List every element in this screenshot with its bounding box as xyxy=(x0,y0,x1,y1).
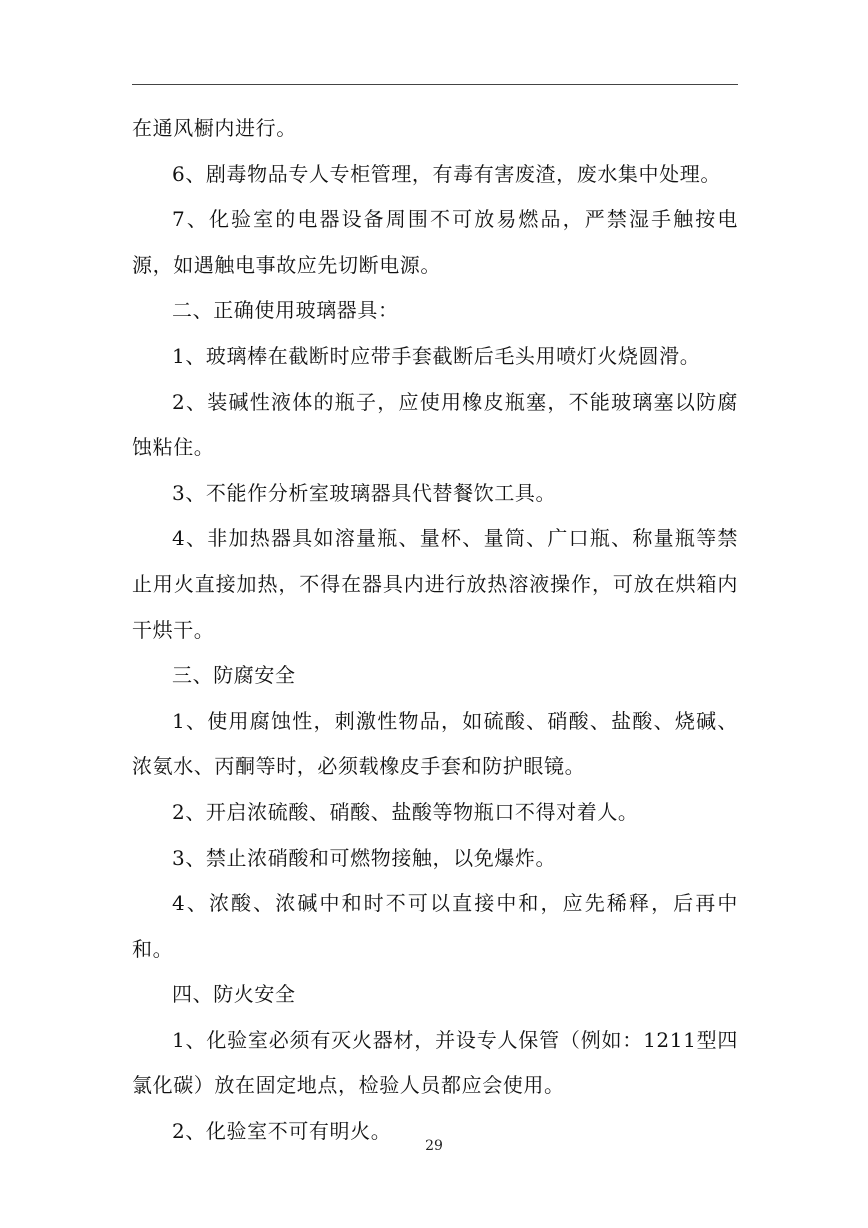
paragraph: 3、禁止浓硝酸和可燃物接触，以免爆炸。 xyxy=(172,845,557,870)
section-heading: 四、防火安全 xyxy=(172,982,296,1007)
document-body xyxy=(132,106,738,1155)
page-number: 29 xyxy=(425,1138,443,1154)
paragraph: 2、化验室不可有明火。 xyxy=(172,1119,392,1144)
paragraph: 4、浓酸、浓碱中和时不可以直接中和，应先稀释，后再中和。 xyxy=(132,891,738,961)
paragraph: 2、装碱性液体的瓶子，应使用橡皮瓶塞，不能玻璃塞以防腐蚀粘住。 xyxy=(132,389,738,460)
paragraph: 1、玻璃棒在截断时应带手套截断后毛头用喷灯火烧圆滑。 xyxy=(172,343,701,368)
paragraph: 7、化验室的电器设备周围不可放易燃品，严禁湿手触按电源，如遇触电事故应先切断电源。 xyxy=(132,207,738,277)
paragraph: 1、使用腐蚀性，刺激性物品，如硫酸、硝酸、盐酸、烧碱、浓氨水、丙酮等时，必须载橡皮手套和防护眼镜。 xyxy=(132,708,738,779)
paragraph: 4、非加热器具如溶量瓶、量杯、量筒、广口瓶、称量瓶等禁止用火直接加热，不得在器具内进行放热溶液操作，可放在烘箱内干烘干。 xyxy=(132,526,738,642)
paragraph: 3、不能作分析室玻璃器具代替餐饮工具。 xyxy=(172,480,557,505)
section-heading: 二、正确使用玻璃器具： xyxy=(172,298,399,323)
paragraph: 6、剧毒物品专人专柜管理，有毒有害废渣，废水集中处理。 xyxy=(172,161,721,186)
section-heading: 三、防腐安全 xyxy=(172,663,296,688)
paragraph: 2、开启浓硫酸、硝酸、盐酸等物瓶口不得对着人。 xyxy=(172,799,639,824)
header-rule xyxy=(132,84,738,85)
paragraph: 在通风橱内进行。 xyxy=(132,116,297,140)
paragraph: 1、化验室必须有灭火器材，并设专人保管（例如：1211型四氯化碳）放在固定地点，检验人员都应会使用。 xyxy=(132,1027,738,1098)
